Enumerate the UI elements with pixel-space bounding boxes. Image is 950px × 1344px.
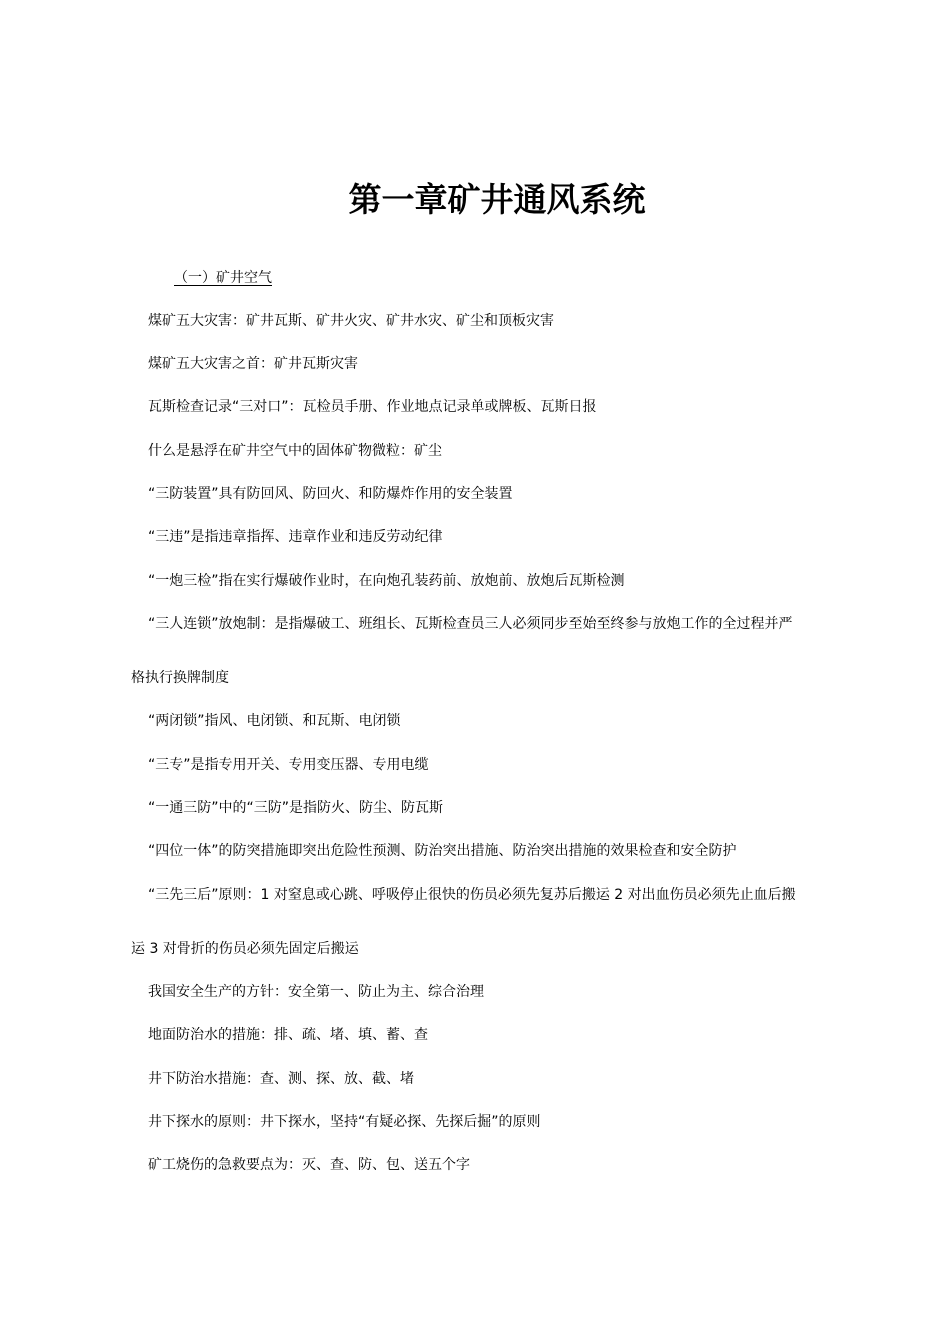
text-line: 矿工烧伤的急救要点为：灭、查、防、包、送五个字 (148, 1157, 470, 1173)
text-line: 井下探水的原则：井下探水，坚持“有疑必探、先探后掘”的原则 (148, 1114, 541, 1130)
text-line: “一炮三检”指在实行爆破作业时，在向炮孔装药前、放炮前、放炮后瓦斯检测 (148, 573, 625, 589)
text-line: 瓦斯检查记录“三对口”：瓦检员手册、作业地点记录单或牌板、瓦斯日报 (148, 399, 597, 415)
text-line: “三人连锁”放炮制：是指爆破工、班组长、瓦斯检查员三人必须同步至始至终参与放炮工作的全过程并严 (148, 616, 793, 632)
text-line: “一通三防”中的“三防”是指防火、防尘、防瓦斯 (148, 800, 444, 816)
text-line: “三违”是指违章指挥、违章作业和违反劳动纪律 (148, 529, 443, 545)
text-line: 运 3 对骨折的伤员必须先固定后搬运 (131, 941, 359, 957)
text-line: “三先三后”原则：1 对窒息或心跳、呼吸停止很快的伤员必须先复苏后搬运 2 对出血伤员必须先止血后搬 (148, 887, 796, 903)
text-line: 井下防治水措施：查、测、探、放、截、堵 (148, 1071, 414, 1087)
text-line: “三防装置”具有防回风、防回火、和防爆炸作用的安全装置 (148, 486, 513, 502)
text-line: “两闭锁”指风、电闭锁、和瓦斯、电闭锁 (148, 713, 401, 729)
text-line: 煤矿五大灾害：矿井瓦斯、矿井火灾、矿井水灾、矿尘和顶板灾害 (148, 313, 554, 329)
text-line: 格执行换牌制度 (131, 670, 229, 686)
section-heading: （一）矿井空气 (174, 270, 272, 286)
text-line: 煤矿五大灾害之首：矿井瓦斯灾害 (148, 356, 358, 372)
text-line: “三专”是指专用开关、专用变压器、专用电缆 (148, 757, 429, 773)
chapter-title: 第一章矿井通风系统 (348, 180, 646, 219)
text-line: 我国安全生产的方针：安全第一、防止为主、综合治理 (148, 984, 484, 1000)
text-line: “四位一体”的防突措施即突出危险性预测、防治突出措施、防治突出措施的效果检查和安全防护 (148, 843, 737, 859)
text-line: 地面防治水的措施：排、疏、堵、填、蓄、查 (148, 1027, 428, 1043)
text-line: 什么是悬浮在矿井空气中的固体矿物微粒：矿尘 (148, 443, 442, 459)
